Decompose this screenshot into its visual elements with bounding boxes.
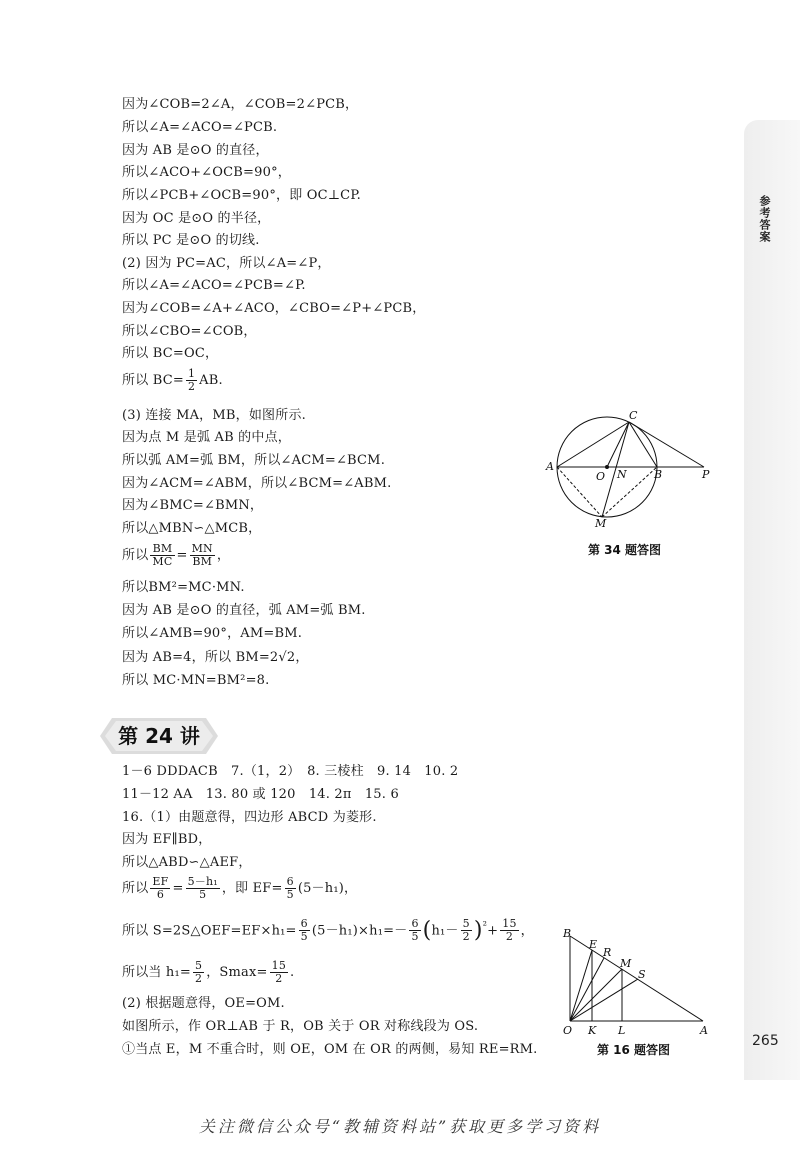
solution-line: 因为 OC 是⊙O 的半径， [122,211,271,226]
label-B: B [654,468,663,481]
label-L: L [618,1024,626,1037]
solution-line: 因为∠BMC=∠BMN， [122,498,264,513]
label-B: B [563,928,572,940]
ef-equation: 所以 $\frac{EF}{6}$ = $\frac{\text{5－h₁}}{5}$ ，即 EF= $\frac{6}{5}$ (5－h₁)， [122,875,358,901]
label-R: R [603,946,612,959]
solution-line: 所以∠A=∠ACO=∠PCB=∠P. [122,278,306,293]
label-O: O [596,470,606,483]
lesson-title: 第 24 讲 [118,724,200,748]
solution-line: 因为 AB=4，所以 BM=2√2， [122,650,309,665]
side-tab [744,120,800,1080]
label-P: P [702,468,710,481]
solution-line: 因为∠COB=2∠A，∠COB=2∠PCB， [122,97,359,112]
solution-line: (2) 因为 PC=AC，所以∠A=∠P， [122,256,331,271]
solution-line: 因为 AB 是⊙O 的直径， [122,143,269,158]
solution-line: 因为∠ACM=∠ABM，所以∠BCM=∠ABM. [122,476,392,491]
solution-line: 因为∠COB=∠A+∠ACO，∠CBO=∠P+∠PCB， [122,301,426,316]
max-equation: 所以当 h₁= $\frac{5}{2}$ ，Smax= $\frac{15}{2}$ . [122,959,295,985]
side-tab-label: 参考答案 [758,195,771,243]
solution-line: 所以∠A=∠ACO=∠PCB. [122,120,278,135]
solution-line: 所以△MBN∽△MCB， [122,521,262,536]
s-equation: 所以 S=2S△OEF=EF×h₁= $\frac{6}{5}$ (5－h₁)×h₁=－ $\frac{6}{5}$ (h₁－ $\frac{5}{2}$ )$^{^2}$+ $\frac{15}{2}$ ， [122,917,534,944]
answer-line: 1－6 DDDACB 7.（1，2） 8. 三棱柱 9. 14 10. 2 [122,764,459,779]
label-S: S [638,968,646,981]
answer-line: 16.（1）由题意得，四边形 ABCD 为菱形. [122,810,377,825]
bc-equation: 所以 BC= $\frac{1}{2}$ AB. [122,367,223,393]
solution-line: 所以 PC 是⊙O 的切线. [122,233,260,248]
figure-34-diagram [542,410,722,530]
answer-line: 所以△ABD∽△AEF， [122,855,252,870]
figure-16-caption: 第 16 题答图 [597,1043,671,1057]
solution-line: 因为点 M 是弧 AB 的中点， [122,430,291,445]
solution-line: 所以弧 AM=弧 BM，所以∠ACM=∠BCM. [122,453,386,468]
label-O: O [563,1024,573,1037]
solution-line: 所以∠ACO+∠OCB=90°， [122,165,291,180]
ratio-equation: 所以 $\frac{BM}{MC}$ = $\frac{MN}{BM}$ ， [122,542,231,568]
label-C: C [629,410,638,422]
solution-line: 所以∠CBO=∠COB， [122,324,257,339]
solution-line: 所以 MC·MN=BM²=8. [122,673,270,688]
label-A: A [546,460,554,473]
solution-line: 所以∠PCB+∠OCB=90°，即 OC⊥CP. [122,188,361,203]
label-E: E [589,938,598,951]
solution-line: 所以BM²=MC·MN. [122,580,245,595]
solution-line: 所以∠AMB=90°，AM=BM. [122,626,303,641]
figure-34-caption: 第 34 题答图 [588,543,662,557]
label-M: M [595,517,607,530]
answer-line: (2) 根据题意得，OE=OM. [122,996,285,1011]
lesson-header [100,718,218,754]
solution-line: 所以 BC=OC， [122,346,219,361]
page-number: 265 [752,1033,779,1049]
figure-16-diagram [560,928,710,1038]
label-K: K [588,1024,597,1037]
label-N: N [617,468,627,481]
label-M: M [620,957,632,970]
solution-line: (3) 连接 MA，MB，如图所示. [122,408,306,423]
fraction: $\frac{1}{2}$ [187,367,196,393]
answer-line: ①当点 E，M 不重合时，则 OE，OM 在 OR 的两侧，易知 RE=RM. [122,1042,538,1057]
answer-line: 如图所示，作 OR⊥AB 于 R，OB 关于 OR 对称线段为 OS. [122,1019,479,1034]
answer-line: 11－12 AA 13. 80 或 120 14. 2π 15. 6 [122,787,399,802]
label-A: A [700,1024,708,1037]
solution-line: 因为 AB 是⊙O 的直径，弧 AM=弧 BM. [122,603,366,618]
answer-line: 因为 EF∥BD， [122,832,212,847]
footer-note: 关注微信公众号“教辅资料站”获取更多学习资料 [198,1117,602,1136]
